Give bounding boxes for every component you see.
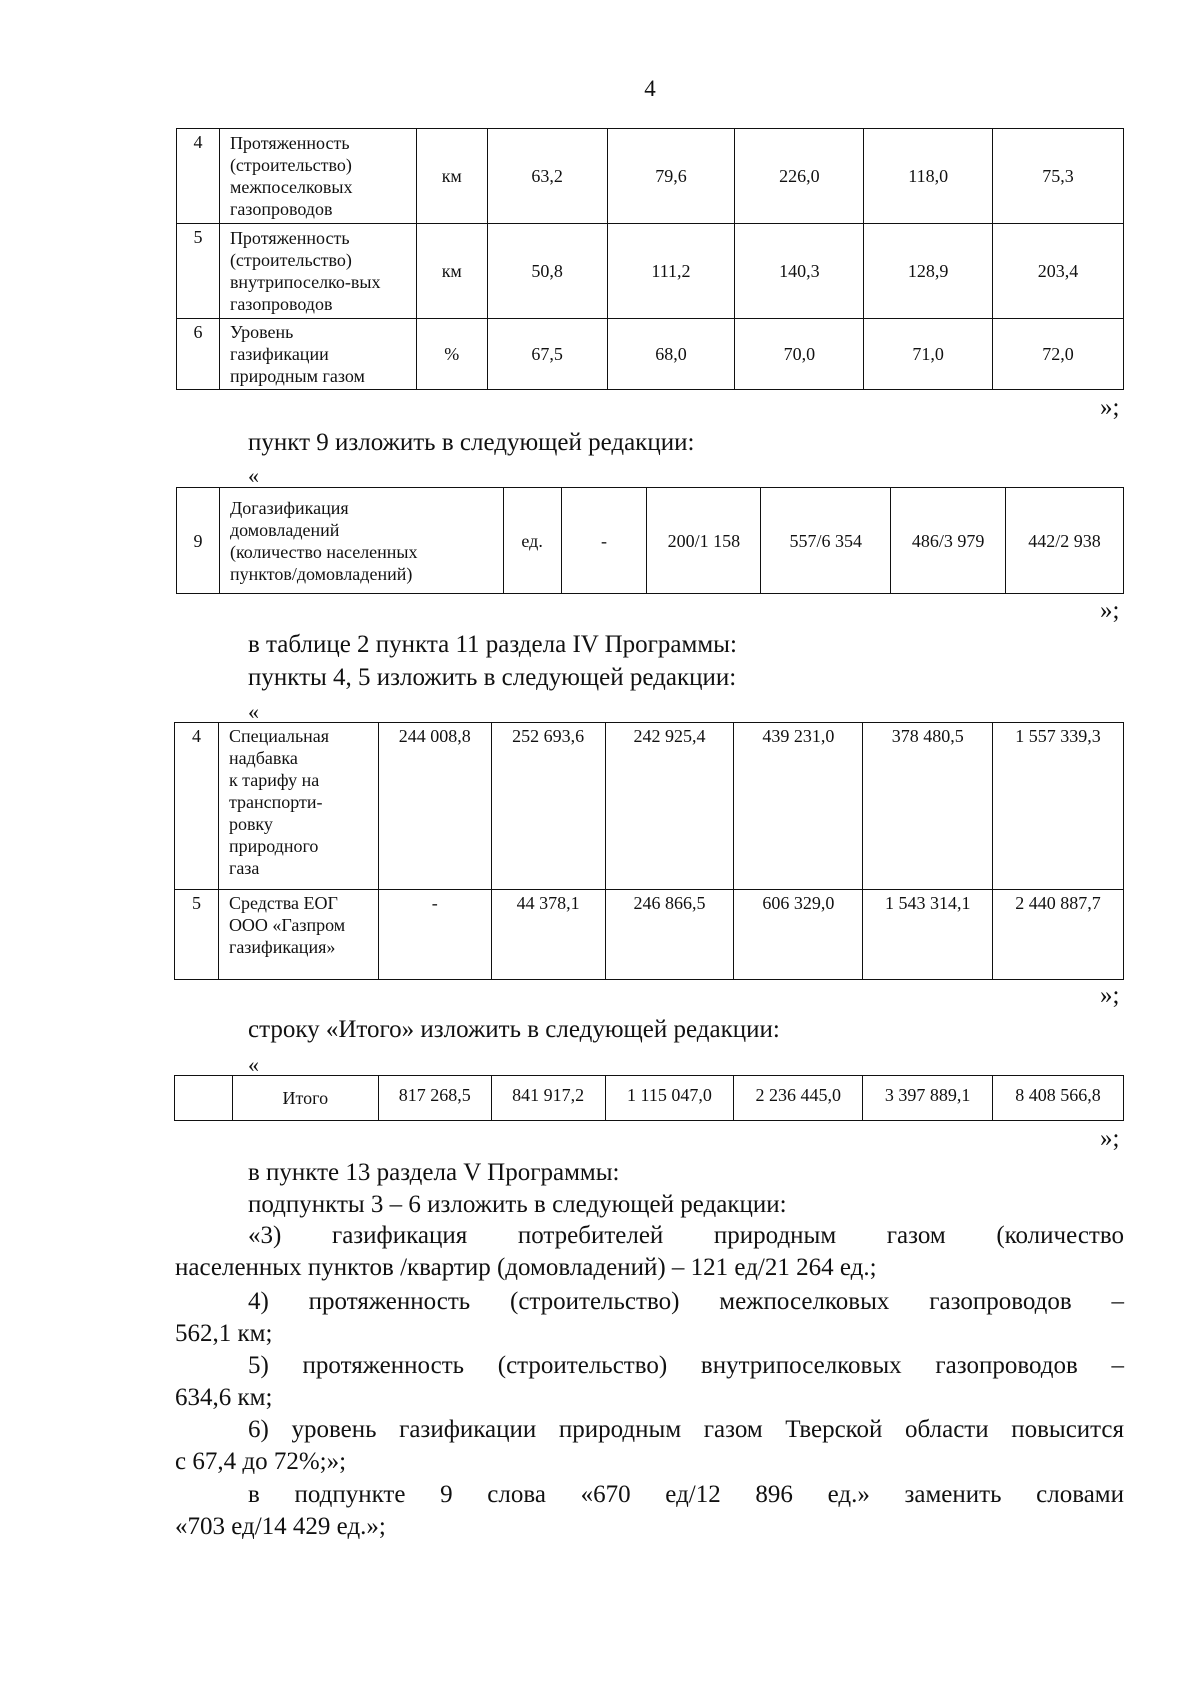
- row-name: Протяженность (строительство) межпоселковых газопроводов: [219, 129, 416, 224]
- row-number: 9: [177, 488, 220, 594]
- punkt9-table: [176, 487, 1124, 594]
- value-cell: 67,5: [487, 319, 607, 390]
- closing-quote: »;: [1100, 394, 1120, 421]
- value-cell: 111,2: [607, 224, 735, 319]
- value-cell: 442/2 938: [1006, 488, 1124, 594]
- table-row: [177, 488, 1124, 594]
- row-number: 6: [177, 319, 220, 390]
- paragraph: пункты 4, 5 изложить в следующей редакции:: [248, 664, 737, 691]
- empty-cell: [175, 1076, 233, 1121]
- value-cell: 252 693,6: [491, 723, 605, 890]
- table-row: [175, 723, 1124, 890]
- value-cell: -: [561, 488, 647, 594]
- paragraph: 4) протяженность (строительство) межпоселковых газопроводов –: [248, 1288, 1124, 1315]
- value-cell: 226,0: [735, 129, 864, 224]
- closing-quote: »;: [1100, 597, 1120, 624]
- value-cell: 68,0: [607, 319, 735, 390]
- value-cell: 50,8: [487, 224, 607, 319]
- paragraph: строку «Итого» изложить в следующей редакции:: [248, 1016, 780, 1043]
- opening-quote: «: [248, 463, 259, 488]
- value-cell: 140,3: [735, 224, 864, 319]
- value-cell: 203,4: [993, 224, 1124, 319]
- unit: %: [416, 319, 487, 390]
- value-cell: 1 557 339,3: [993, 723, 1124, 890]
- paragraph: 6) уровень газификации природным газом Тверской области повысится: [248, 1416, 1124, 1443]
- indicators-table: [176, 128, 1124, 390]
- value-cell: 557/6 354: [761, 488, 891, 594]
- value-cell: 8 408 566,8: [993, 1076, 1124, 1121]
- value-cell: 71,0: [864, 319, 993, 390]
- row-number: 5: [175, 890, 219, 980]
- value-cell: 378 480,5: [863, 723, 993, 890]
- table-row: [177, 224, 1124, 319]
- value-cell: 200/1 158: [647, 488, 761, 594]
- value-cell: 2 236 445,0: [734, 1076, 863, 1121]
- row-number: 5: [177, 224, 220, 319]
- paragraph: в подпункте 9 слова «670 ед/12 896 ед.» заменить словами: [248, 1481, 1124, 1508]
- value-cell: 72,0: [993, 319, 1124, 390]
- value-cell: 63,2: [487, 129, 607, 224]
- unit: ед.: [503, 488, 561, 594]
- table-row: [177, 129, 1124, 224]
- value-cell: 1 115 047,0: [605, 1076, 734, 1121]
- opening-quote: «: [248, 699, 259, 724]
- value-cell: 2 440 887,7: [993, 890, 1124, 980]
- value-cell: 44 378,1: [491, 890, 605, 980]
- paragraph: 5) протяженность (строительство) внутрипоселковых газопроводов –: [248, 1352, 1124, 1379]
- paragraph: «703 ед/14 429 ед.»;: [175, 1513, 386, 1540]
- value-cell: 79,6: [607, 129, 735, 224]
- itogo-table: [174, 1075, 1124, 1121]
- value-cell: 246 866,5: [605, 890, 734, 980]
- paragraph: в таблице 2 пункта 11 раздела IV Программы:: [248, 631, 737, 658]
- funding-table: [174, 722, 1124, 980]
- paragraph: «3) газификация потребителей природным газом (количество: [248, 1222, 1124, 1249]
- unit: км: [416, 129, 487, 224]
- table-row: [175, 890, 1124, 980]
- value-cell: 841 917,2: [491, 1076, 605, 1121]
- value-cell: 606 329,0: [734, 890, 863, 980]
- paragraph: подпункты 3 – 6 изложить в следующей редакции:: [248, 1191, 787, 1218]
- value-cell: 70,0: [735, 319, 864, 390]
- row-number: 4: [177, 129, 220, 224]
- itogo-label: Итого: [232, 1076, 378, 1121]
- value-cell: 244 008,8: [378, 723, 491, 890]
- paragraph: пункт 9 изложить в следующей редакции:: [248, 429, 695, 456]
- value-cell: 439 231,0: [734, 723, 863, 890]
- row-name: Протяженность (строительство) внутрипоселко-вых газопроводов: [219, 224, 416, 319]
- paragraph: 562,1 км;: [175, 1320, 273, 1347]
- row-name: Догазификация домовладений (количество населенных пунктов/домовладений): [219, 488, 503, 594]
- closing-quote: »;: [1100, 1125, 1120, 1152]
- paragraph: 634,6 км;: [175, 1384, 273, 1411]
- row-name: Специальная надбавка к тарифу на транспорти- ровку природного газа: [218, 723, 378, 890]
- value-cell: 128,9: [864, 224, 993, 319]
- value-cell: 118,0: [864, 129, 993, 224]
- value-cell: 1 543 314,1: [863, 890, 993, 980]
- value-cell: 75,3: [993, 129, 1124, 224]
- paragraph: населенных пунктов /квартир (домовладений) – 121 ед/21 264 ед.;: [175, 1254, 877, 1281]
- value-cell: 3 397 889,1: [863, 1076, 993, 1121]
- row-number: 4: [175, 723, 219, 890]
- value-cell: 242 925,4: [605, 723, 734, 890]
- page-number: 4: [644, 76, 656, 101]
- paragraph: в пункте 13 раздела V Программы:: [248, 1159, 620, 1186]
- value-cell: 486/3 979: [891, 488, 1006, 594]
- table-row: [177, 319, 1124, 390]
- paragraph: с 67,4 до 72%;»;: [175, 1448, 347, 1475]
- row-name: Уровень газификации природным газом: [219, 319, 416, 390]
- closing-quote: »;: [1100, 982, 1120, 1009]
- value-cell: -: [378, 890, 491, 980]
- opening-quote: «: [248, 1052, 259, 1077]
- table-row: [175, 1076, 1124, 1121]
- value-cell: 817 268,5: [378, 1076, 491, 1121]
- row-name: Средства ЕОГ ООО «Газпром газификация»: [218, 890, 378, 980]
- unit: км: [416, 224, 487, 319]
